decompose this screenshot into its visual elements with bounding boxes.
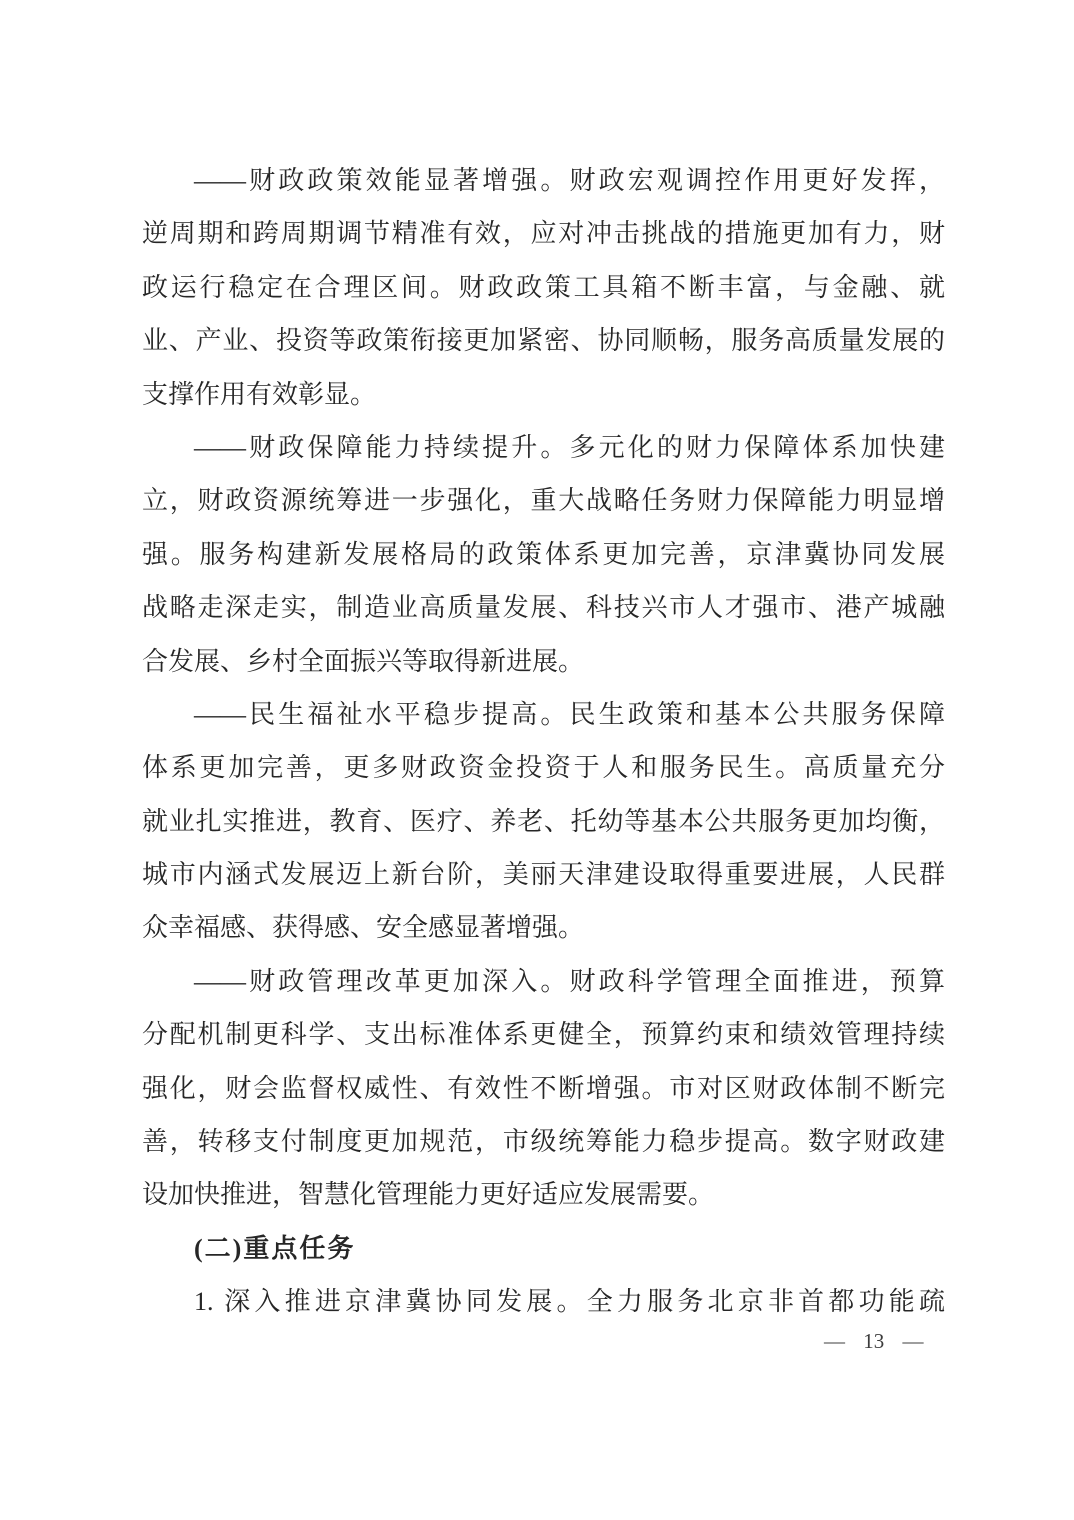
text-line: 善，转移支付制度更加规范，市级统筹能力稳步提高。数字财政建 — [142, 1127, 945, 1157]
document-body — [142, 154, 945, 1329]
text-line: 设加快推进，智慧化管理能力更好适应发展需要。 — [142, 1180, 715, 1210]
text-line: 战略走深走实，制造业高质量发展、科技兴市人才强市、港产城融 — [142, 593, 945, 623]
text-line: 就业扎实推进，教育、医疗、养老、托幼等基本公共服务更加均衡， — [142, 806, 945, 836]
paragraph — [142, 421, 945, 688]
text-line: 体系更加完善，更多财政资金投资于人和服务民生。高质量充分 — [142, 753, 945, 783]
text-line: 1. 深入推进京津冀协同发展。全力服务北京非首都功能疏 — [194, 1287, 945, 1317]
text-line: 业、产业、投资等政策衔接更加紧密、协同顺畅，服务高质量发展的 — [142, 326, 945, 356]
text-line: 分配机制更科学、支出标准体系更健全，预算约束和绩效管理持续 — [142, 1020, 945, 1050]
paragraph — [142, 154, 945, 421]
text-line: 合发展、乡村全面振兴等取得新进展。 — [142, 646, 585, 676]
text-line: ——财政管理改革更加深入。财政科学管理全面推进，预算 — [194, 966, 945, 996]
text-line: 众幸福感、获得感、安全感显著增强。 — [142, 913, 585, 943]
paragraph — [142, 1275, 945, 1328]
paragraph — [142, 688, 945, 955]
text-line: 城市内涵式发展迈上新台阶，美丽天津建设取得重要进展，人民群 — [142, 860, 945, 890]
text-line: 强化，财会监督权威性、有效性不断增强。市对区财政体制不断完 — [142, 1073, 945, 1103]
text-line: ——财政政策效能显著增强。财政宏观调控作用更好发挥， — [194, 166, 945, 195]
text-line: ——财政保障能力持续提升。多元化的财力保障体系加快建 — [194, 432, 945, 462]
text-line: 立，财政资源统筹进一步强化，重大战略任务财力保障能力明显增 — [142, 486, 945, 516]
text-line: 支撑作用有效彰显。 — [142, 379, 377, 409]
text-line: (二)重点任务 — [194, 1233, 356, 1263]
page-number: — 13 — — [824, 1329, 924, 1353]
paragraph — [142, 955, 945, 1222]
text-line: 政运行稳定在合理区间。财政政策工具箱不断丰富，与金融、就 — [142, 272, 945, 302]
text-line: ——民生福祉水平稳步提高。民生政策和基本公共服务保障 — [194, 699, 945, 729]
text-line: 强。服务构建新发展格局的政策体系更加完善，京津冀协同发展 — [142, 539, 945, 569]
section-heading — [142, 1222, 945, 1275]
text-line: 逆周期和跨周期调节精准有效，应对冲击挑战的措施更加有力，财 — [142, 219, 945, 249]
